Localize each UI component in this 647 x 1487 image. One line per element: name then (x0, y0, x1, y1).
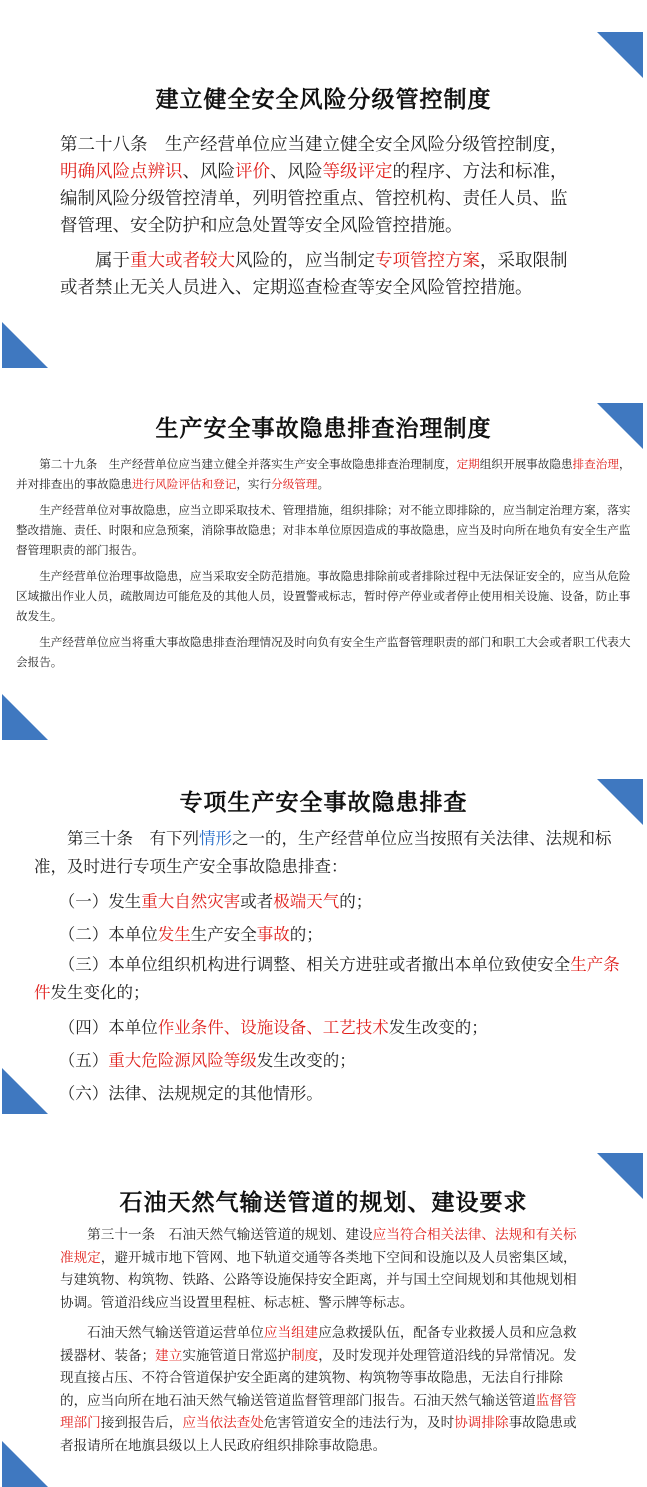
highlight-text: 极端天气 (273, 892, 340, 911)
section-risk-control (0, 84, 647, 302)
highlight-text: 分级管理 (271, 477, 318, 491)
paragraph (16, 632, 631, 672)
text-run: 发生变化的； (50, 983, 150, 1002)
highlight-text: 重大自然灾害 (141, 892, 241, 911)
text-run: （六）法律、法规规定的其他情形。 (34, 1084, 323, 1103)
text-run: 事故隐患或者报请所在地旗县级以上人民政府组织排除事故隐患。 (60, 1415, 577, 1454)
list-item (34, 885, 627, 918)
text-run: ，实行 (236, 477, 272, 491)
highlight-text: 情形 (199, 829, 232, 848)
text-run: 组织开展事故隐患 (479, 457, 573, 471)
text-run: 属于 (60, 251, 130, 271)
highlight-text: 建立 (155, 1347, 183, 1364)
text-run: 或者 (240, 892, 274, 911)
paragraph (60, 1322, 585, 1457)
highlight-text: 应当组建 (263, 1325, 319, 1341)
text-run: 应急救援队伍，配备专业救援人员和应急救援器材、装备； (60, 1325, 577, 1364)
text-run: 发生改变的； (388, 1018, 488, 1037)
text-run: 第二十八条 生产经营单位应当建立健全安全风险分级管控制度， (60, 135, 568, 155)
section-title: 建立健全安全风险分级管控制度 (155, 87, 492, 113)
highlight-text: 协调排除 (454, 1415, 509, 1431)
section-title: 专项生产安全事故隐患排查 (179, 790, 468, 816)
text-run: 风险的，应当制定 (235, 251, 375, 271)
highlight-text: 定期 (456, 457, 480, 471)
text-run: ，避开城市地下管网、地下轨道交通等各类地下空间和设施以及人员密集区域，与建筑物、构筑物、铁路、公路等设施保持安全距离，并与国土空间规划和其他规划相协调。管道沿线应当设置里程桩、标志桩、警示牌等标志。 (60, 1249, 577, 1311)
highlight-text: 重大或者较大 (130, 251, 235, 271)
text-run: 之一的，生产经营单位应当按照有关法律、法规和标准，及时进行专项生产安全事故隐患排查： (34, 829, 612, 876)
section-hazard-investigation (0, 413, 647, 672)
highlight-text: 应当符合相关法律、法规和有关标准规定 (60, 1227, 577, 1266)
highlight-text: 事故 (256, 925, 290, 944)
text-run: 接到报告后， (100, 1415, 183, 1431)
paragraph (16, 566, 631, 626)
list-item (34, 918, 627, 951)
highlight-text: 作业条件、设施设备、工艺技术 (157, 1018, 389, 1037)
highlight-text: 进行风险评估和登记 (131, 477, 237, 491)
corner-triangle-bottom-left (2, 322, 48, 368)
text-run: ，并对排查出的事故隐患 (16, 457, 631, 491)
text-run: 的程序、方法和标准，编制风险分级管控清单，列明管控重点、管控机构、责任人员、监督管理、安全防护和应急处置等安全风险管控措施。 (60, 162, 568, 236)
text-run: 第二十九条 生产经营单位应当建立健全并落实生产安全事故隐患排查治理制度， (16, 457, 457, 471)
text-run: 的； (289, 925, 323, 944)
text-run: （二）本单位 (34, 925, 158, 944)
text-run: 生产安全 (190, 925, 257, 944)
highlight-text: 评价 (235, 162, 270, 182)
highlight-text: 明确风险点辨识 (60, 162, 183, 182)
section-title: 石油天然气输送管道的规划、建设要求 (119, 1190, 528, 1216)
paragraph (60, 248, 583, 302)
list-item (34, 1011, 627, 1044)
text-run: ，采取限制或者禁止无关人员进入、定期巡查检查等安全风险管控措施。 (60, 251, 568, 298)
text-run: 第三十条 有下列 (34, 829, 199, 848)
highlight-text: 重大危险源风险等级 (108, 1051, 257, 1070)
list-item (34, 951, 627, 1007)
section-special-investigation (0, 787, 647, 1110)
text-run: （三）本单位组织机构进行调整、相关方进驻或者撤出本单位致使安全 (34, 955, 571, 974)
text-run: 、风险 (270, 162, 323, 182)
section-pipeline-requirements (0, 1186, 647, 1457)
text-run: 生产经营单位应当将重大事故隐患排查治理情况及时向负有安全生产监督管理职责的部门和职工大会或者职工代表大会报告。 (16, 635, 631, 669)
text-run: 。 (317, 477, 330, 491)
text-run: 发生改变的； (256, 1051, 356, 1070)
paragraph (34, 825, 627, 881)
text-run: ，及时发现并处理管道沿线的异常情况。发现直接占压、不符合管道保护安全距离的建筑物、构筑物等事故隐患，无法自行排除的，应当向所在地石油天然气输送管道监督管理部门报告。石油天然气输送管道 (60, 1347, 577, 1409)
paragraph (16, 454, 631, 494)
text-run: （五） (34, 1051, 109, 1070)
highlight-text: 生产条件 (34, 955, 620, 1002)
list-item (34, 1077, 627, 1110)
text-run: 的； (339, 892, 373, 911)
highlight-text: 排查治理 (572, 457, 619, 471)
text-run: 危害管道安全的违法行为，及时 (263, 1415, 455, 1431)
text-run: 、风险 (182, 162, 235, 182)
paragraph (16, 500, 631, 560)
corner-triangle-top-right (597, 32, 643, 78)
highlight-text: 应当依法查处 (182, 1415, 264, 1431)
highlight-text: 专项管控方案 (375, 251, 480, 271)
paragraph (60, 1224, 585, 1314)
text-run: 第三十一条 石油天然气输送管道的规划、建设 (60, 1227, 373, 1243)
highlight-text: 监督管理部门 (60, 1392, 577, 1431)
text-run: 石油天然气输送管道运营单位 (60, 1325, 264, 1341)
highlight-text: 等级评定 (322, 162, 393, 182)
text-run: （一）发生 (34, 892, 142, 911)
text-run: 生产经营单位治理事故隐患，应当采取安全防范措施。事故隐患排除前或者排除过程中无法保证安全的，应当从危险区域撤出作业人员，疏散周边可能危及的其他人员，设置警戒标志，暂时停产停业或者停止使用相关设施、设备，防止事故发生。 (16, 569, 631, 623)
corner-triangle-bottom-left (2, 694, 48, 740)
text-run: 生产经营单位对事故隐患，应当立即采取技术、管理措施，组织排除；对不能立即排除的，应当制定治理方案，落实整改措施、责任、时限和应急预案，消除事故隐患；对非本单位原因造成的事故隐患，应当及时向所在地负有安全生产监督管理职责的部门报告。 (16, 503, 631, 557)
section-title: 生产安全事故隐患排查治理制度 (155, 416, 492, 442)
text-run: （四）本单位 (34, 1018, 158, 1037)
paragraph (60, 132, 583, 240)
highlight-text: 发生 (157, 925, 191, 944)
text-run: 实施管道日常巡护 (182, 1347, 292, 1364)
list-item (34, 1044, 627, 1077)
highlight-text: 制度 (291, 1347, 319, 1364)
